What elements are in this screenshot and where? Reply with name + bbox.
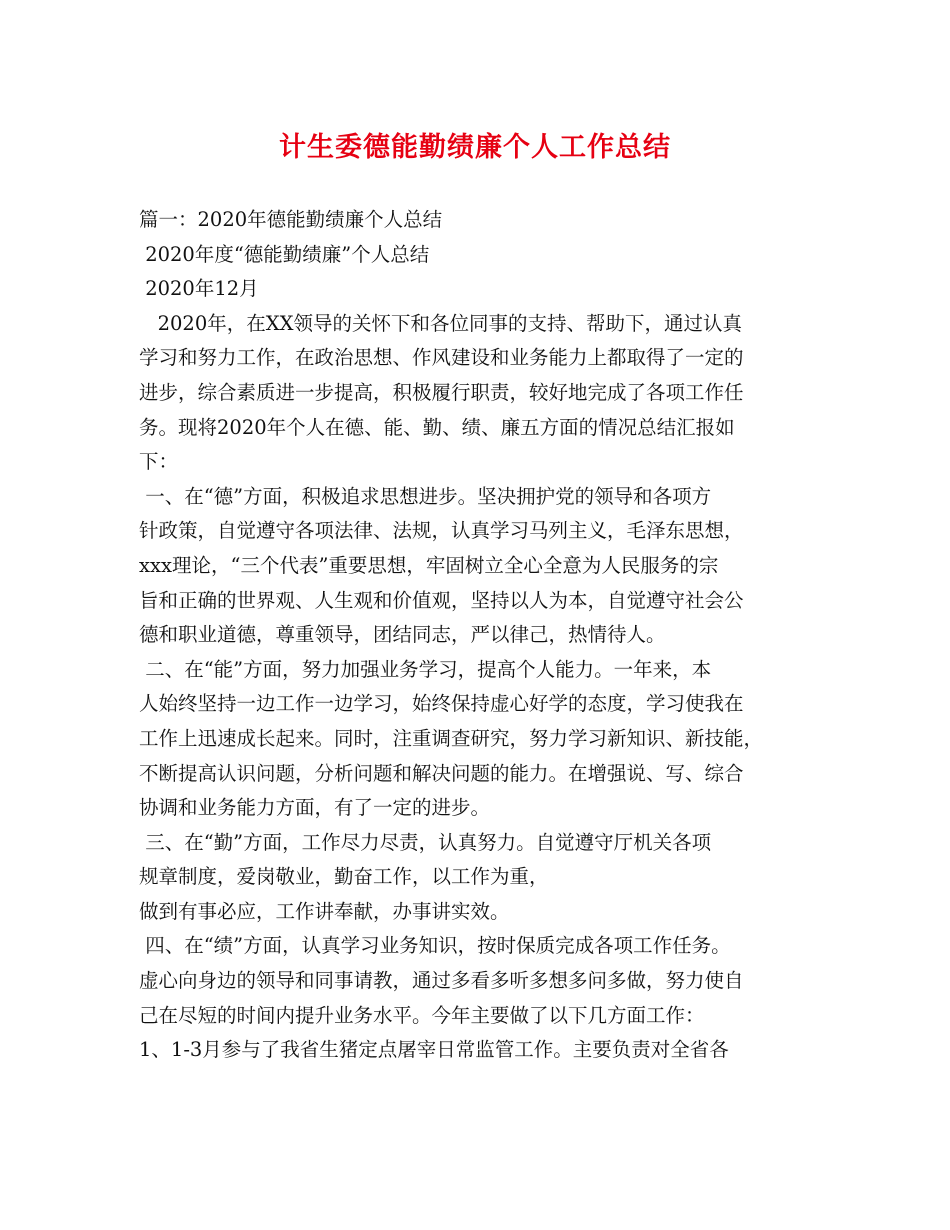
- body-line: 人始终坚持一边工作一边学习，始终保持虚心好学的态度，学习使我在: [139, 692, 744, 716]
- body-line: 规章制度，爱岗敬业，勤奋工作，以工作为重，: [139, 865, 549, 889]
- body-line: 务。现将2020年个人在德、能、勤、绩、廉五方面的情况总结汇报如: [139, 415, 735, 439]
- body-line: 一、在“德”方面，积极追求思想进步。坚决拥护党的领导和各项方: [139, 484, 712, 508]
- body-line: xxx理论，“三个代表”重要思想，牢固树立全心全意为人民服务的宗: [139, 553, 719, 577]
- body-line: 三、在“勤”方面，工作尽力尽责，认真努力。自觉遵守厅机关各项: [139, 830, 712, 854]
- body-line: 不断提高认识问题，分析问题和解决问题的能力。在增强说、写、综合: [139, 761, 744, 785]
- body-line: 1、1-3月参与了我省生猪定点屠宰日常监管工作。主要负责对全省各: [139, 1038, 729, 1062]
- body-line: 2020年12月: [139, 277, 259, 301]
- body-line: 工作上迅速成长起来。同时，注重调查研究，努力学习新知识、新技能，: [139, 726, 764, 750]
- body-line: 下：: [139, 450, 179, 474]
- body-line: 四、在“绩”方面，认真学习业务知识，按时保质完成各项工作任务。: [139, 934, 731, 958]
- body-line: 篇一：2020年德能勤绩廉个人总结: [139, 208, 443, 231]
- document-body: [139, 203, 829, 1068]
- document-title: 计生委德能勤绩廉个人工作总结: [279, 132, 671, 163]
- body-line: 协调和业务能力方面，有了一定的进步。: [139, 796, 491, 820]
- body-line: 2020年，在XX领导的关怀下和各位同事的支持、帮助下，通过认真: [139, 311, 742, 335]
- body-line: 进步，综合素质进一步提高，积极履行职责，较好地完成了各项工作任: [139, 380, 744, 404]
- body-line: 针政策，自觉遵守各项法律、法规，认真学习马列主义，毛泽东思想，: [139, 519, 744, 543]
- body-line: 学习和努力工作，在政治思想、作风建设和业务能力上都取得了一定的: [139, 346, 744, 370]
- body-line: 2020年度“德能勤绩廉”个人总结: [139, 242, 430, 266]
- body-line: 己在尽短的时间内提升业务水平。今年主要做了以下几方面工作：: [139, 1003, 705, 1027]
- body-line: 德和职业道德，尊重领导，团结同志，严以律己，热情待人。: [139, 623, 666, 647]
- body-line: 虚心向身边的领导和同事请教，通过多看多听多想多问多做，努力使自: [139, 969, 744, 993]
- body-line: 做到有事必应，工作讲奉献，办事讲实效。: [139, 899, 510, 923]
- body-line: 旨和正确的世界观、人生观和价值观，坚持以人为本，自觉遵守社会公: [139, 588, 744, 612]
- body-line: 二、在“能”方面，努力加强业务学习，提高个人能力。一年来，本: [139, 657, 712, 681]
